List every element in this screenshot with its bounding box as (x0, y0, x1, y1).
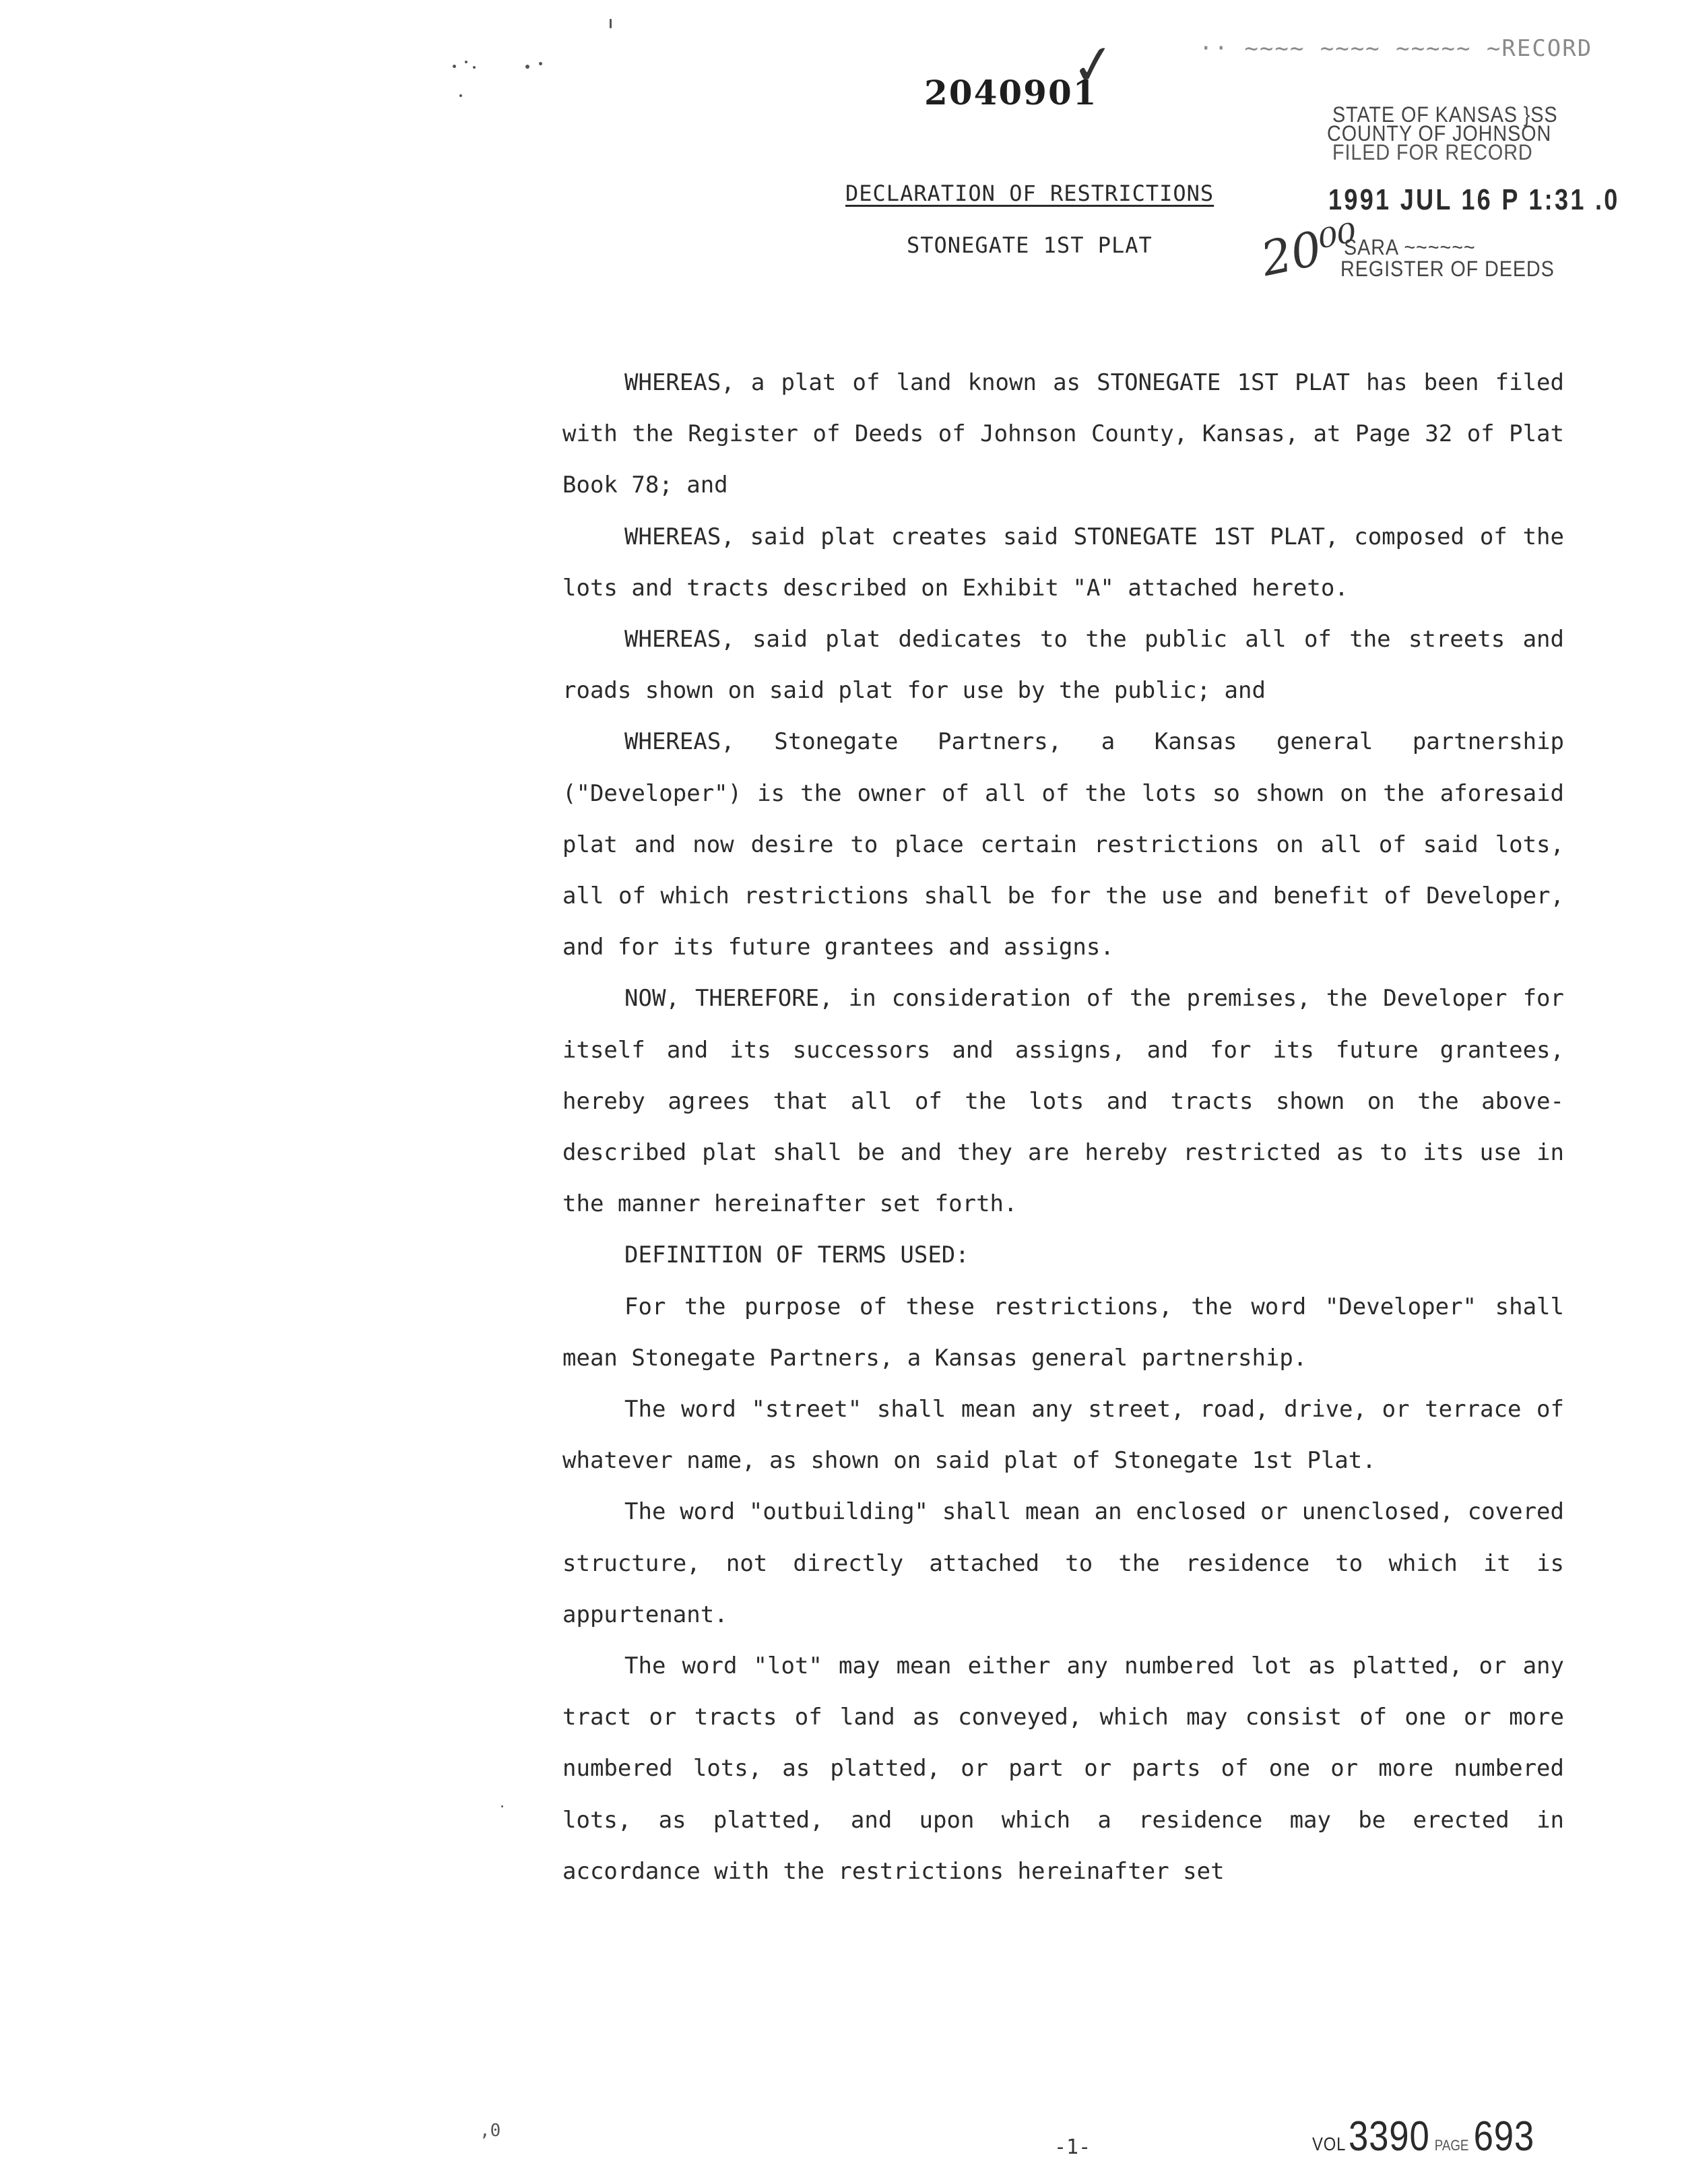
document-subtitle: STONEGATE 1ST PLAT (907, 232, 1153, 258)
recording-stamp-filed: FILED FOR RECORD (1332, 140, 1533, 164)
paragraph-now-therefore: NOW, THEREFORE, in consideration of the premises, the Developer for itself and its successors and assigns, and for its future grantees, hereby agrees that all of the lots and tracts shown on the above-described plat shall be and they are hereby restricted as to its use in the manner hereinafter set forth. (562, 985, 1564, 1218)
scan-speck (501, 1805, 503, 1807)
paragraph-whereas-plat: WHEREAS, a plat of land known as STONEGATE 1ST PLAT has been filed with the Register of Deeds of Johnson County, Kansas, at Page 32 of Plat Book 78; and (562, 369, 1564, 499)
page-label: PAGE (1434, 2137, 1469, 2154)
scan-speck (465, 61, 467, 63)
scan-speck (453, 65, 456, 68)
definition-developer: For the purpose of these restrictions, the word "Developer" shall mean Stonegate Partners, a Kansas general partnership. (562, 1293, 1564, 1372)
volume-label: VOL (1312, 2133, 1347, 2154)
document-number: 2040901 (924, 73, 1098, 113)
scan-speck (473, 66, 476, 69)
paragraph-whereas-streets: WHEREAS, said plat dedicates to the public all of the streets and roads shown on said plat for use by the public; and (562, 626, 1564, 705)
faded-stamp-text: ·· ~~~~ ~~~~ ~~~~~ ~RECORD (1199, 35, 1593, 62)
paragraph-whereas-lots: WHEREAS, said plat creates said STONEGATE 1ST PLAT, composed of the lots and tracts described on Exhibit "A" attached hereto. (562, 523, 1564, 602)
definition-street: The word "street" shall mean any street, road, drive, or terrace of whatever name, as shown on said plat of Stonegate 1st Plat. (562, 1396, 1564, 1475)
book-page-stamp (1312, 2113, 1534, 2160)
recording-stamp-datetime: 1991 JUL 16 P 1:31 .0 (1328, 183, 1620, 216)
volume-number: 3390 (1348, 2113, 1430, 2160)
definition-outbuilding: The word "outbuilding" shall mean an enclosed or unenclosed, covered structure, not directly attached to the residence to which it is appurtenant. (562, 1498, 1564, 1628)
document-title: DECLARATION OF RESTRICTIONS (845, 181, 1215, 206)
definition-lot: The word "lot" may mean either any numbered lot as platted, or any tract or tracts of land as conveyed, which may consist of one or more numbered lots, as platted, or part or parts of one or more numbered lots, as platted, and upon which a residence may be erected in accordance with the restrictions hereinafter set (562, 1652, 1564, 1885)
corner-mark: ,0 (480, 2121, 501, 2141)
section-heading-definitions: DEFINITION OF TERMS USED: (624, 1242, 969, 1269)
scan-speck (610, 19, 612, 28)
book-page-number: 693 (1473, 2113, 1535, 2160)
scan-speck (459, 94, 462, 97)
scan-speck (525, 65, 529, 69)
handwritten-fee: 20⁰⁰ (1256, 212, 1364, 288)
paragraph-whereas-developer: WHEREAS, Stonegate Partners, a Kansas general partnership ("Developer") is the owner of all of the lots so shown on the aforesaid plat and now desire to place certain restrictions on all of said lots, all of which restrictions shall be for the use and benefit of Developer, and for its future grantees and assigns. (562, 728, 1564, 961)
scan-speck (539, 62, 542, 65)
recording-stamp-name: SARA ~~~~~~ (1344, 235, 1476, 259)
checkmark-icon: ✓ (1066, 30, 1121, 100)
recording-stamp-state: STATE OF KANSAS }SS (1332, 102, 1558, 127)
document-body (562, 357, 1564, 1897)
recording-stamp-county: COUNTY OF JOHNSON (1327, 121, 1552, 146)
recording-stamp-office: REGISTER OF DEEDS (1340, 257, 1555, 281)
page-number: -1- (1054, 2135, 1091, 2159)
